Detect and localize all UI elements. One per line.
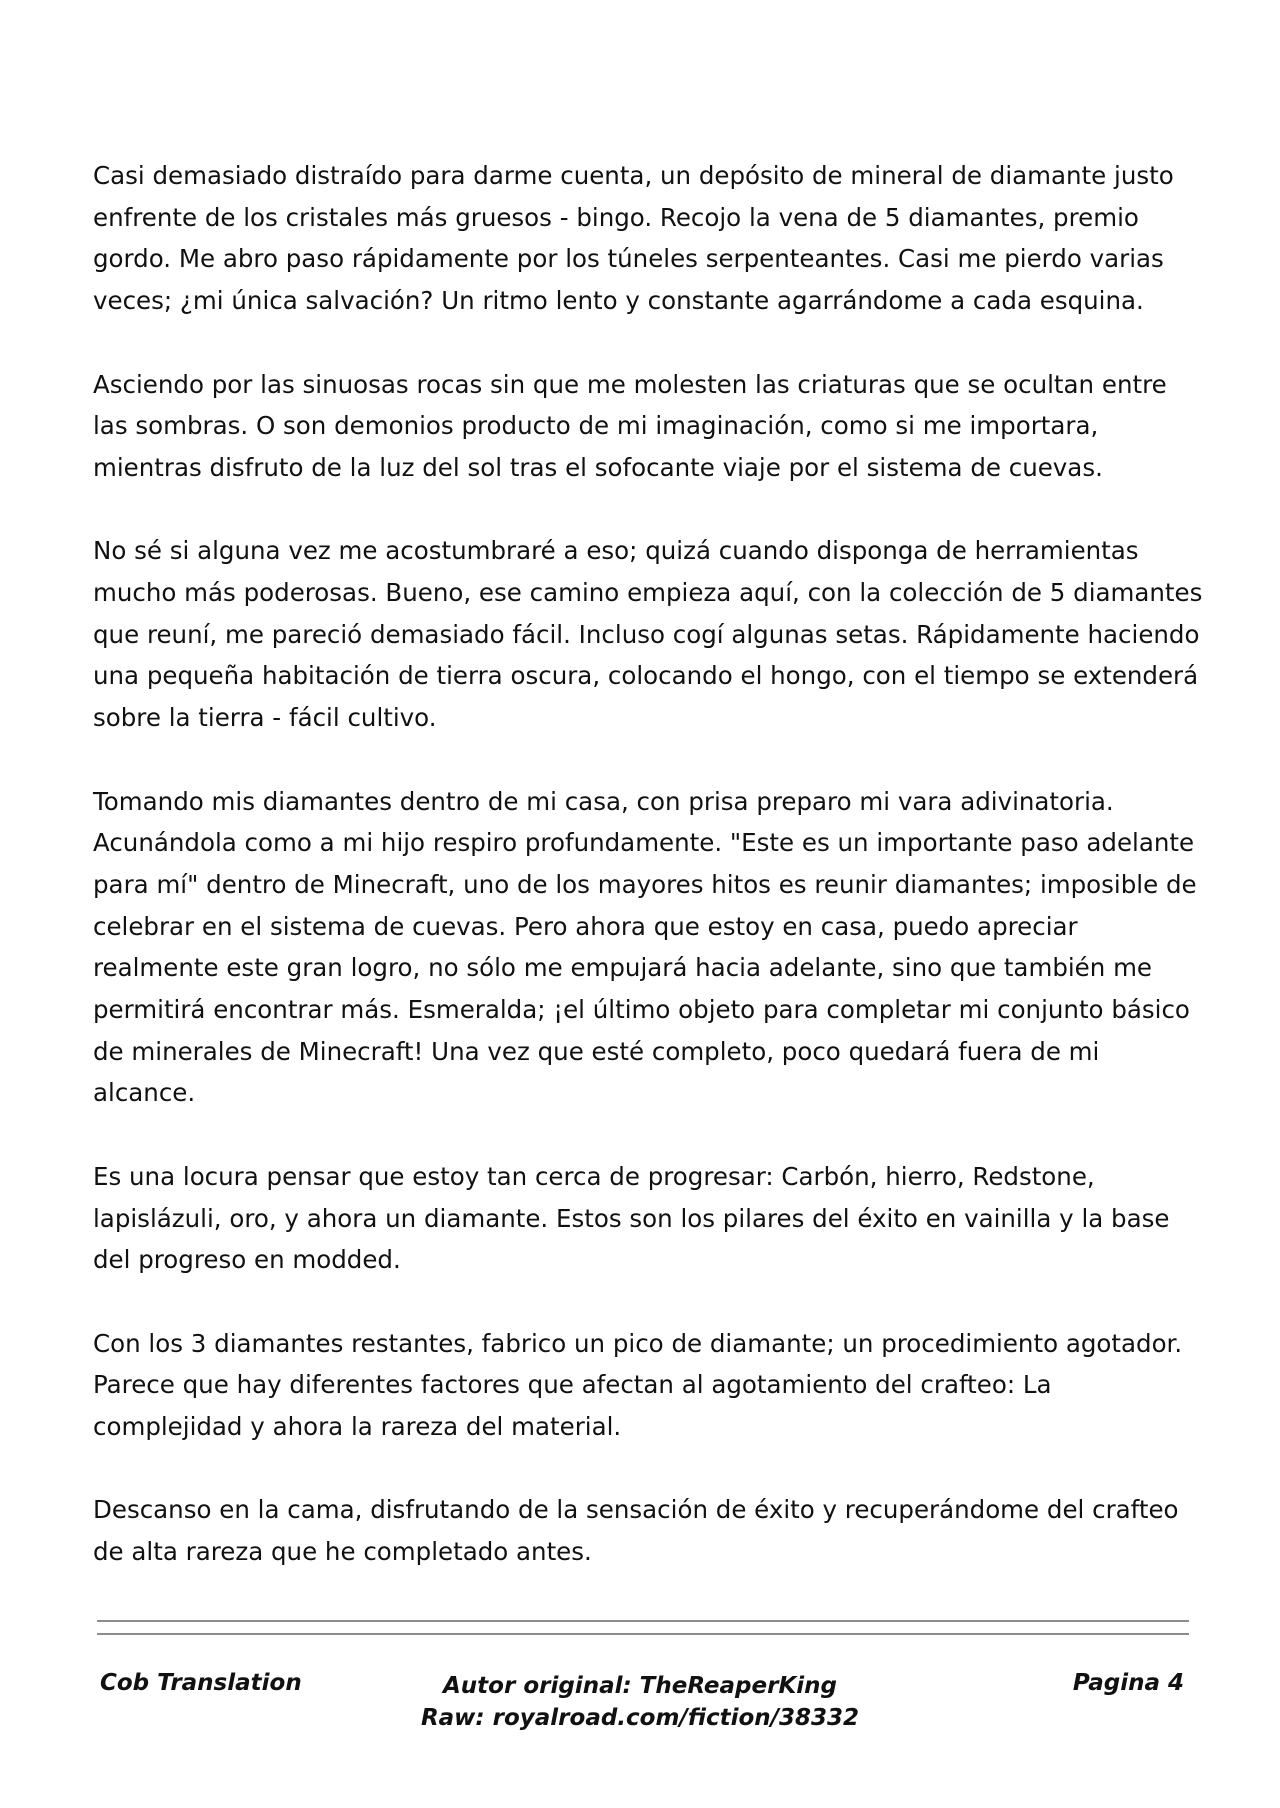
footer-original-author: Autor original: TheReaperKing [443, 1673, 837, 1699]
footer-raw-source: Raw: royalroad.com/fiction/38332 [420, 1705, 860, 1731]
footer-page-number: Pagina 4 [1072, 1670, 1184, 1696]
paragraph: Con los 3 diamantes restantes, fabrico un pico de diamante; un procedimiento agotador. Parece que hay diferentes factores que afectan al agotamiento del crafteo: La complejidad y ahora la rareza del material. [93, 1328, 1183, 1442]
paragraph: Es una locura pensar que estoy tan cerca de progresar: Carbón, hierro, Redstone, lapislázuli, oro, y ahora un diamante. Estos son los pilares del éxito en vainilla y la base del progreso en modded. [93, 1161, 1170, 1275]
footer-credits [421, 1670, 859, 1734]
paragraph: Asciendo por las sinuosas rocas sin que me molesten las criaturas que se ocultan entre las sombras. O son demonios producto de mi imaginación, como si me importara, mientras disfruto de la luz del sol tras el sofocante viaje por el sistema de cuevas. [93, 369, 1167, 482]
body-text [93, 155, 1205, 1615]
paragraph: Casi demasiado distraído para darme cuenta, un depósito de mineral de diamante justo enfrente de los cristales más gruesos - bingo. Recojo la vena de 5 diamantes, premio gordo. Me abro paso rápidamente por los túneles serpenteantes. Casi me pierdo varias veces; ¿mi única salvación? Un ritmo lento y constante agarrándome a cada esquina. [93, 161, 1174, 316]
paragraph: Tomando mis diamantes dentro de mi casa, con prisa preparo mi vara adivinatoria. Acunándola como a mi hijo respiro profundamente. "Este es un importante paso adelante para mí" dentro de Minecraft, uno de los mayores hitos es reunir diamantes; imposible de celebrar en el sistema de cuevas. Pero ahora que estoy en casa, puedo apreciar realmente este gran logro, no sólo me empujará hacia adelante, sino que también me permitirá encontrar más. Esmeralda; ¡el último objeto para completar mi conjunto básico de minerales de Minecraft! Una vez que esté completo, poco quedará fuera de mi alcance. [93, 786, 1197, 1108]
footer-translator: Cob Translation [100, 1670, 302, 1696]
footer-divider [97, 1620, 1189, 1622]
paragraph: No sé si alguna vez me acostumbraré a eso; quizá cuando disponga de herramientas mucho más poderosas. Bueno, ese camino empieza aquí, con la colección de 5 diamantes que reuní, me pareció demasiado fácil. Incluso cogí algunas setas. Rápidamente haciendo una pequeña habitación de tierra oscura, colocando el hongo, con el tiempo se extenderá sobre la tierra - fácil cultivo. [93, 536, 1203, 733]
paragraph: Descanso en la cama, disfrutando de la sensación de éxito y recuperándome del crafteo de alta rareza que he completado antes. [93, 1495, 1179, 1567]
footer-divider [97, 1633, 1189, 1635]
